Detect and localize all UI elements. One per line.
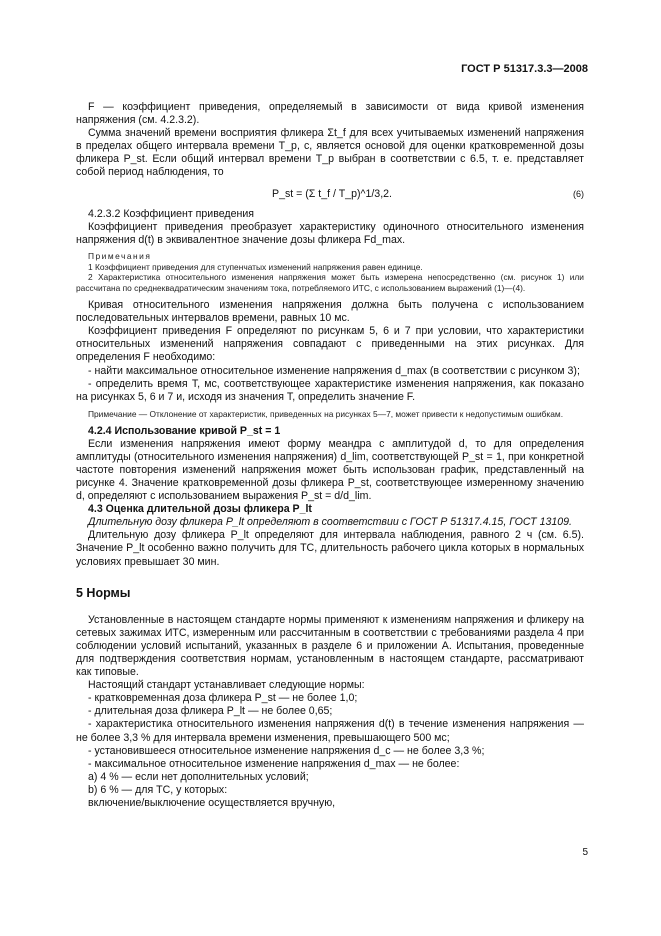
list-item: - максимальное относительное изменение напряжения d_max — не более: (88, 757, 460, 770)
note-item: 2 Характеристика относительного изменения напряжения может быть измерена непосредственно (см. рисунок 1) или рассчитана по среднеквадратическим значениям тока, потребляемого ИТС, с использованием выражений (1)—(4). (76, 272, 584, 294)
document-header: ГОСТ Р 51317.3.3—2008 (461, 63, 588, 75)
document-body (76, 101, 584, 810)
list-item: - определить время T, мс, соответствующее характеристике изменения напряжения, как показано на рисунках 5, 6 и 7 и, исходя из значения T, определить значение F. (76, 377, 584, 403)
list-item: - кратковременная доза фликера P_st — не более 1,0; (88, 692, 358, 705)
notes-title: Примечания (88, 250, 152, 261)
list-item: - найти максимальное относительное изменение напряжения d_max (в соответствии с рисунком 3); (88, 364, 580, 377)
formula-number: (6) (573, 188, 584, 199)
formula-text: P_st = (Σ t_f / T_p)^1/3,2. (272, 187, 392, 200)
note: Примечание — Отклонение от характеристик, приведенных на рисунках 5—7, может привести к недопустимым ошибкам. (88, 408, 564, 419)
paragraph: Кривая относительного изменения напряжения должна быть получена с использованием последовательных интервалов времени, равных 10 мс. (76, 299, 584, 325)
list-item: включение/выключение осуществляется вручную, (88, 797, 336, 810)
section-heading: 4.2.3.2 Коэффициент приведения (88, 207, 254, 220)
formula-6 (76, 180, 584, 208)
page-number: 5 (582, 847, 588, 858)
list-item: - установившееся относительное изменение напряжения d_c — не более 3,3 %; (88, 744, 485, 757)
paragraph: Установленные в настоящем стандарте нормы применяют к изменениям напряжения и фликеру на сетевых зажимах ИТС, измеренным или рассчитанным в соответствии с требованиями раздела 4 при соблюдении условий испытаний, указанных в разделе 6 и приложении А. Испытания, проведенные для подтверждения соответствия нормам, установленным в настоящем стандарте, рассматривают как типовые. (76, 613, 584, 679)
paragraph: Коэффициент приведения F определяют по рисункам 5, 6 и 7 при условии, что характеристики относительных изменений напряжения совпадают с приведенными на этих рисунках. Для определения F необходимо: (76, 325, 584, 364)
note-item: 1 Коэффициент приведения для ступенчатых изменений напряжения равен единице. (88, 261, 423, 272)
paragraph: Если изменения напряжения имеют форму меандра с амплитудой d, то для определения амплитуды (относительного изменения напряжения) d_lim, соответствующей P_st = 1, при конкретной частоте повторения изменений напряжения может быть использован график, представленный на рисунке 4. Значение кратковременной дозы фликера P_st, соответствующее измеренному значению d, определяют с использованием выражения P_st = d/d_lim. (76, 437, 584, 503)
paragraph: Коэффициент приведения преобразует характеристику одиночного относительного изменения напряжения d(t) в эквивалентное значение дозы фликера Fd_max. (76, 220, 584, 246)
paragraph: Сумма значений времени восприятия фликера Σt_f для всех учитываемых изменений напряжения в пределах общего интервала времени T_p, с, является основой для оценки кратковременной дозы фликера P_st. Если общий интервал времени T_p выбран в соответствии с 6.5, т. е. представляет собой период наблюдения, то (76, 127, 584, 179)
paragraph: Длительную дозу фликера P_lt определяют в соответствии с ГОСТ Р 51317.4.15, ГОСТ 13109. (88, 516, 572, 529)
section-heading: 4.3 Оценка длительной дозы фликера P_lt (88, 503, 312, 516)
paragraph: Настоящий стандарт устанавливает следующие нормы: (88, 679, 365, 692)
paragraph: Длительную дозу фликера P_lt определяют для интервала наблюдения, равного 2 ч (см. 6.5). Значение P_lt особенно важно получить для ТС, длительность рабочего цикла которых в нормальных условиях превышает 30 мин. (76, 529, 584, 568)
section-heading: 4.2.4 Использование кривой P_st = 1 (88, 424, 281, 437)
list-item: a) 4 % — если нет дополнительных условий; (88, 770, 309, 783)
chapter-heading: 5 Нормы (76, 585, 131, 600)
paragraph: F — коэффициент приведения, определяемый в зависимости от вида кривой изменения напряжения (см. 4.2.3.2). (76, 101, 584, 127)
list-item: - длительная доза фликера P_lt — не более 0,65; (88, 705, 333, 718)
list-item: b) 6 % — для ТС, у которых: (88, 783, 228, 796)
list-item: - характеристика относительного изменения напряжения d(t) в течение изменения напряжения — не более 3,3 % для интервала времени изменения, превышающего 500 мс; (76, 718, 584, 744)
